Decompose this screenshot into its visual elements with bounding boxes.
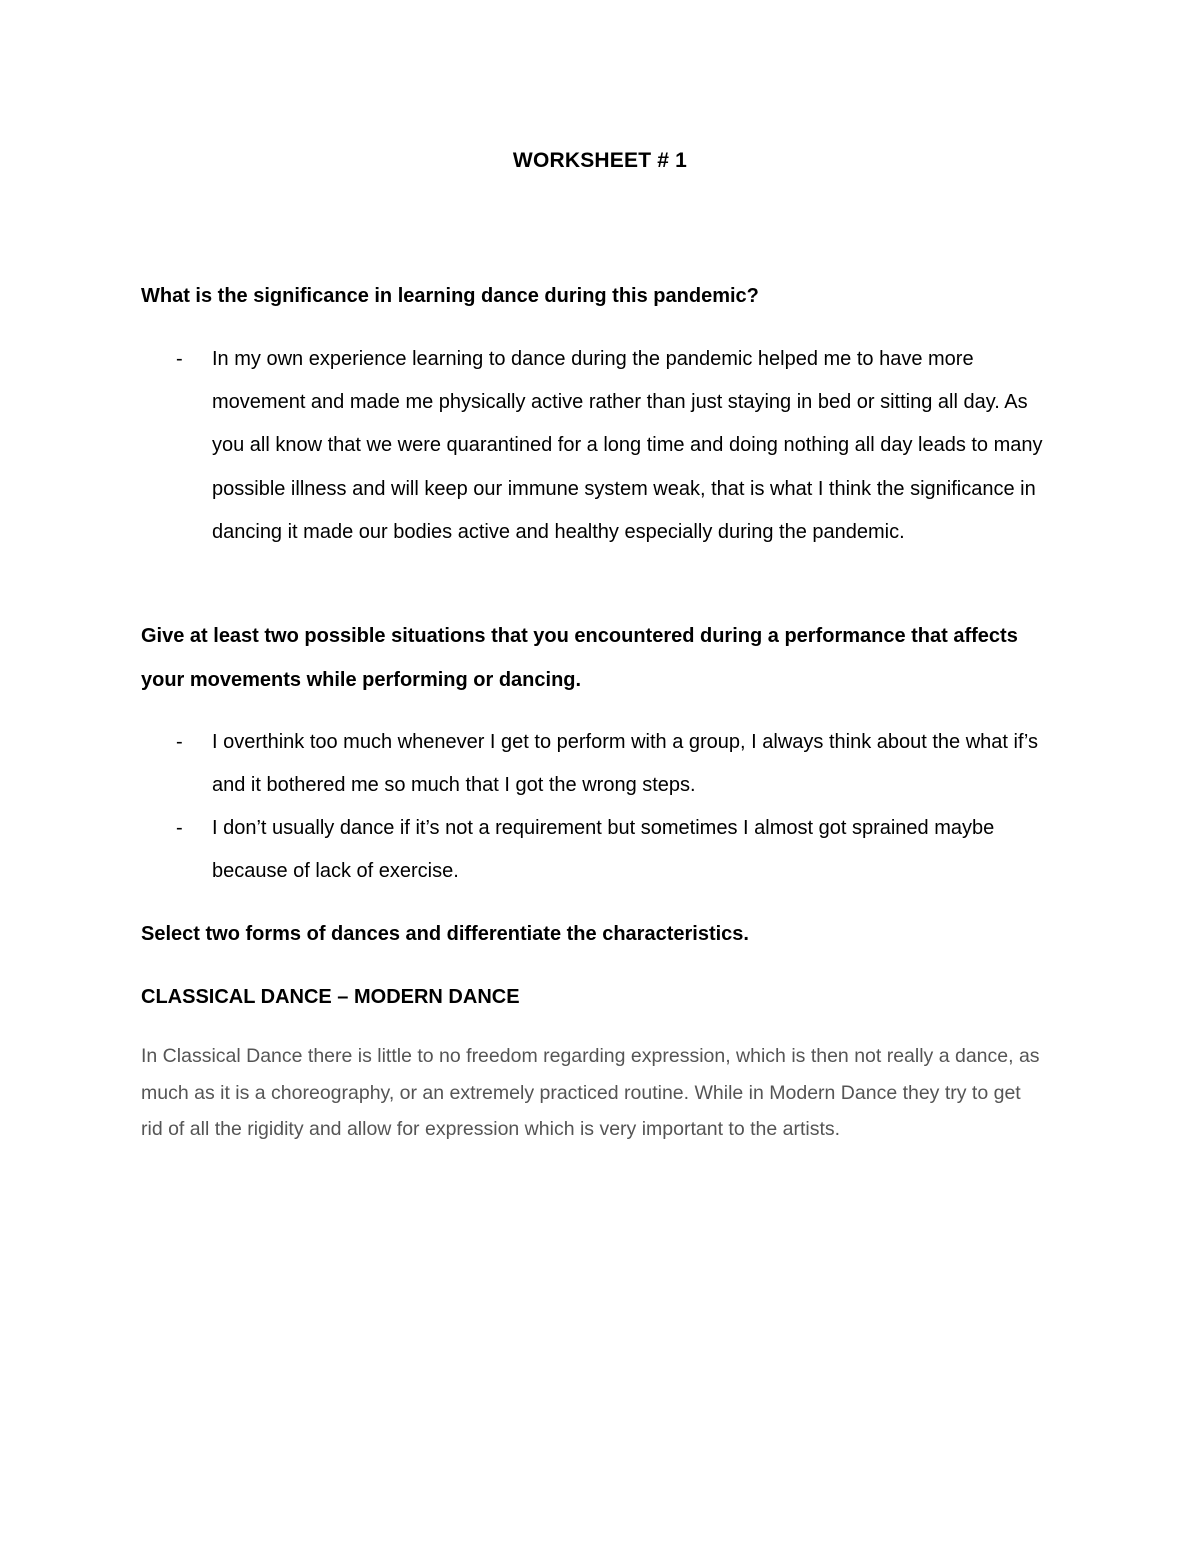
- question-1: What is the significance in learning dance during this pandemic?: [141, 285, 759, 307]
- dance-forms-heading: CLASSICAL DANCE – MODERN DANCE: [141, 986, 520, 1008]
- bullet-dash: -: [176, 817, 183, 839]
- bullet-text: I don’t usually dance if it’s not a requirement but sometimes I almost got sprained maybe because of lack of exercise.: [212, 817, 995, 883]
- q1-answer-bullet-1: [141, 338, 1061, 598]
- question-2: Give at least two possible situations that you encountered during a performance that affects your movements while performing or dancing.: [141, 625, 1018, 691]
- bullet-text: I overthink too much whenever I get to perform with a group, I always think about the what if’s and it bothered me so much that I got the wrong steps.: [212, 731, 1038, 797]
- bullet-dash: -: [176, 348, 183, 370]
- worksheet-title: WORKSHEET # 1: [512, 149, 688, 172]
- bullet-text: In my own experience learning to dance during the pandemic helped me to have more movement and made me physically active rather than just staying in bed or sitting all day. As you all know that we were quarantined for a long time and doing nothing all day leads to many possible illness and will keep our immune system weak, that is what I think the significance in dancing it made our bodies active and healthy especially during the pandemic.: [212, 348, 1043, 543]
- bullet-dash: -: [176, 731, 183, 753]
- dance-comparison-answer: In Classical Dance there is little to no freedom regarding expression, which is then not really a dance, as much as it is a choreography, or an extremely practiced routine. While in Modern Dance they try to get rid of all the rigidity and allow for expression which is very important to the artists.: [141, 1045, 1040, 1140]
- q2-answer-bullet-1: [141, 721, 1061, 808]
- question-3: Select two forms of dances and differentiate the characteristics.: [141, 923, 749, 945]
- q2-answer-bullet-2: [141, 807, 1061, 894]
